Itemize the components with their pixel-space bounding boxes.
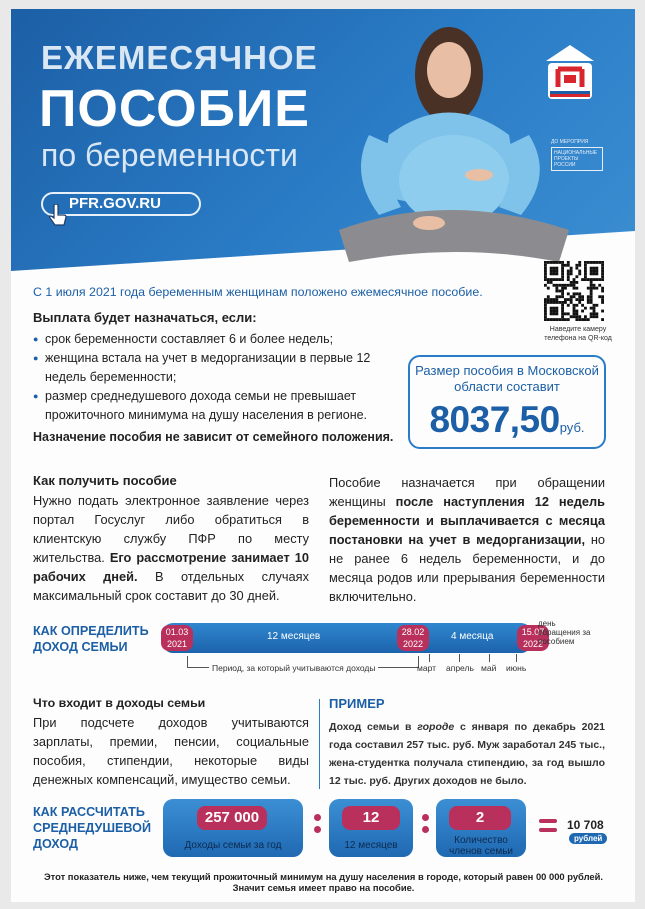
national-projects-logo: [551, 139, 603, 171]
timeline-note: день обращения за пособием: [538, 619, 591, 646]
formula-members-value: 2: [449, 806, 511, 830]
how-text-plain: Нужно подать электронное заявление через портал Госуслуг либо обратиться в клиентскую службу ПФР по месту жительства.: [33, 493, 309, 565]
pfr-logo-icon: [542, 43, 598, 103]
income-text: При подсчете доходов учитываются зарплаты, премии, пенсии, социальные пособия, стипендии, некоторые виды денежных компенсаций, имущество семьи.: [33, 715, 309, 787]
example-text-b: с января по декабрь 2021 года составил 257 тыс. руб. Муж заработал 245 тыс., жена-студентка получала стипендию, за год вышло 12 тыс. руб. Других доходов не было.: [329, 721, 606, 787]
formula-members-caption: Количество членов семьи: [448, 835, 513, 857]
when-text-c: но не ранее 6 недель беременности, и до месяца родов или прерывания беременности включительно.: [329, 532, 606, 604]
timeline-month: март: [417, 663, 437, 673]
timeline-month: май: [481, 663, 497, 673]
when-text-bold: после наступления 12 недель беременности и выплачивается с месяца постановки на учет в медорганизации,: [329, 494, 606, 547]
amount-caption: Размер пособия в Московской области составит: [415, 363, 599, 394]
timeline-date-mid: 28.02 2022: [397, 625, 429, 651]
site-link[interactable]: PFR.GOV.RU: [41, 192, 201, 216]
intro-text: С 1 июля 2021 года беременным женщинам положено ежемесячное пособие.: [33, 285, 483, 299]
timeline-tick: [516, 654, 517, 662]
timeline-segment-2: 4 месяца: [451, 631, 494, 642]
formula-months-caption: 12 месяцев: [344, 840, 398, 851]
example-text-a: Доход семьи в: [329, 721, 412, 733]
formula-result-unit: рублей: [569, 833, 607, 844]
list-item: ● размер среднедушевого дохода семьи не превышает прожиточного минимума на душу населения в регионе.: [33, 387, 393, 425]
amount-box: [408, 355, 606, 449]
list-item: ● срок беременности составляет 6 и более недель;: [33, 330, 393, 349]
timeline-tick: [429, 654, 430, 662]
timeline-heading: КАК ОПРЕДЕЛИТЬ ДОХОД СЕМЬИ: [33, 624, 149, 654]
footer-note: Этот показатель ниже, чем текущий прожиточный минимум на душу населения в городе, который равен 00 000 рублей. Значит семья имеет право на пособие.: [43, 871, 604, 893]
national-projects-text: НАЦИОНАЛЬНЫЕ ПРОЕКТЫ РОССИИ: [551, 147, 603, 171]
title-line-3: по беременности: [41, 137, 298, 173]
timeline-tick: [459, 654, 460, 662]
formula-income-caption: Доходы семьи за год: [184, 840, 282, 851]
conditions-heading: Выплата будет назначаться, если:: [33, 310, 257, 325]
when-text: [329, 473, 605, 606]
timeline-date-end: 15.07 2022: [517, 625, 549, 651]
example-text-city: городе: [417, 721, 455, 733]
timeline-month: апрель: [446, 663, 474, 673]
timeline-date-start: 01.03 2021: [161, 625, 193, 651]
divider: [319, 699, 320, 789]
when-text-a: Пособие назначается при обращении женщины: [329, 475, 605, 509]
equals-icon: [539, 819, 557, 837]
qr-code[interactable]: [544, 261, 604, 321]
pregnant-woman-image: [329, 15, 575, 267]
amount-value: [410, 399, 604, 441]
conditions-list: [33, 330, 393, 425]
title-line-2: ПОСОБИЕ: [39, 80, 310, 138]
example-heading: ПРИМЕР: [329, 696, 385, 711]
divide-icon: [312, 814, 322, 838]
formula-months-value: 12: [342, 806, 400, 830]
example-text: [329, 718, 605, 790]
hand-cursor-icon: [48, 204, 68, 228]
timeline-tick: [489, 654, 490, 662]
how-text-tail: В отдельных случаях максимальный срок составит до 30 дней.: [33, 569, 310, 603]
amount-number: 8037,50: [429, 399, 560, 440]
income-heading: Что входит в доходы семьи: [33, 696, 206, 710]
timeline-segment-1: 12 месяцев: [267, 631, 321, 642]
how-text-bold: Его рассмотрение занимает 10 рабочих дней.: [33, 550, 309, 584]
leaflet-page: [11, 9, 635, 902]
formula-income-value: 257 000: [197, 806, 267, 830]
qr-caption: Наведите камеру телефона на QR-код: [544, 326, 612, 342]
how-text: [33, 491, 309, 605]
formula-result-value: 10 708: [567, 818, 604, 832]
title-line-1: ЕЖЕМЕСЯЧНОЕ: [41, 39, 318, 76]
how-heading: Как получить пособие: [33, 473, 177, 488]
timeline-month: июнь: [506, 663, 527, 673]
national-projects-small: ДО МЕРОПРИЯ: [551, 139, 589, 145]
formula-heading: КАК РАССЧИТАТЬ СРЕДНЕДУШЕВОЙ ДОХОД: [33, 805, 152, 851]
conditions-note: Назначение пособия не зависит от семейного положения.: [33, 430, 394, 444]
amount-currency: руб.: [559, 420, 585, 435]
timeline-period-label: Период, за который учитываются доходы: [209, 663, 378, 673]
divide-icon: [420, 814, 430, 838]
list-item: ● женщина встала на учет в медорганизации в первые 12 недель беременности;: [33, 349, 393, 387]
